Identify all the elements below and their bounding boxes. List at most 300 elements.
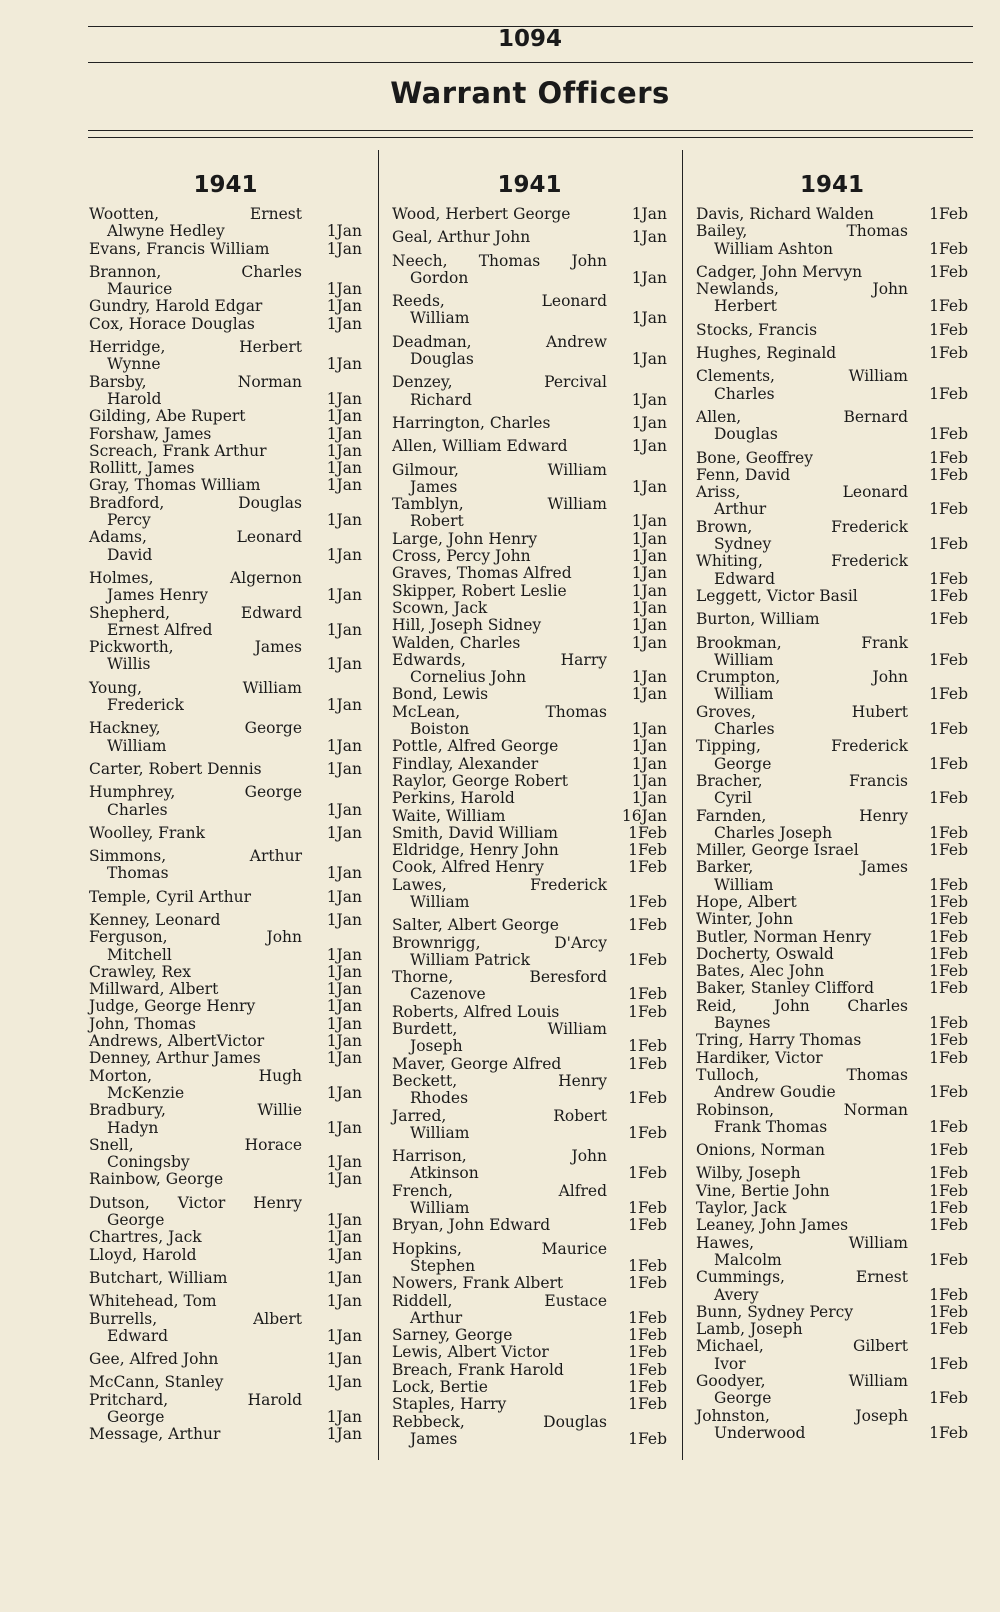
entry-name-continuation: George [714,1389,772,1408]
entry-name: Breach, Frank Harold [392,1360,564,1379]
entry-name: Lawes, Frederick [392,875,607,894]
entry-name-continuation: Willis [107,655,151,674]
entry-name-continuation: Richard [410,390,472,409]
entry-date: 1Feb [929,1117,968,1136]
entry-name: Farnden, Henry [696,806,908,825]
entry-name: Brownrigg, D'Arcy [392,933,607,952]
list-item [696,223,968,258]
entry-name-continuation: Stephen [410,1256,476,1275]
entry-name: Nowers, Frank Albert [392,1274,564,1293]
entry-date: 1Feb [929,535,968,554]
list-item [392,756,667,773]
entry-name-continuation: Gordon [410,268,469,287]
entry-date: 1Jan [631,685,667,704]
entry-date: 1Feb [628,1429,667,1448]
entry-date: 1Jan [631,564,667,583]
entry-name: Burton, William [696,610,820,629]
list-item [89,1033,362,1050]
entry-name: Pritchard, Harold [89,1390,302,1409]
entry-name: Denzey, Percival [392,373,607,392]
list-item [89,1068,362,1103]
entry-date: 1Feb [628,1123,667,1142]
entry-name: Gundry, Harold Edgar [89,297,263,316]
entry-name-continuation: Charles [714,720,775,739]
entry-name-continuation: Harold [107,389,162,408]
entry-date: 1Jan [631,547,667,566]
entry-name: Robinson, Norman [696,1100,908,1119]
entry-date: 1Jan [631,529,667,548]
list-item [696,450,968,467]
entry-name: Millward, Albert [89,980,219,999]
list-item [696,1304,968,1321]
entry-name: Baker, Stanley Clifford [696,979,875,998]
entry-date: 1Jan [326,1408,362,1426]
entry-name-continuation: Cyril [714,789,752,808]
entry-date: 1Jan [326,887,362,906]
list-item [89,339,362,374]
list-item [392,652,667,687]
entry-name: Brown, Frederick [696,517,908,536]
list-item [696,738,968,773]
list-item [392,935,667,970]
entry-name-continuation: James [410,1429,458,1448]
list-item [89,1247,362,1264]
entry-name-continuation: Alwyne Hedley [107,222,225,241]
list-item [392,790,667,807]
entry-name: Hope, Albert [696,892,797,911]
list-item [696,1269,968,1304]
entry-name: Tulloch, Thomas [696,1065,908,1084]
entry-name: Smith, David William [392,823,558,842]
entry-name: Bone, Geoffrey [696,448,813,467]
entry-name: Rollitt, James [89,459,195,478]
entry-date: 1Feb [929,944,968,963]
entry-name: Judge, George Henry [89,997,256,1016]
entry-date: 1Feb [628,841,667,860]
entry-date: 1Feb [628,1395,667,1414]
entry-name-continuation: Charles [714,384,775,403]
list-item [696,1408,968,1443]
entry-name: Davis, Richard Walden [696,205,874,223]
entry-date: 1Jan [326,696,362,715]
list-item [392,206,667,223]
list-item [89,784,362,819]
entry-name: Chartres, Jack [89,1228,202,1247]
entry-date: 1Jan [326,545,362,564]
entry-name: Butler, Norman Henry [696,927,872,946]
entry-name: Gilmour, William [392,460,607,479]
list-item [696,368,968,403]
entry-name: Clements, William [696,367,908,386]
entry-date: 1Jan [326,1118,362,1137]
entry-date: 1Feb [628,892,667,911]
list-item [89,316,362,333]
list-item [392,686,667,703]
entry-date: 1Jan [631,789,667,808]
list-item [89,264,362,299]
entry-name-continuation: Ivor [714,1354,746,1373]
entry-name: Onions, Norman [696,1141,825,1160]
entry-name: Maver, George Alfred [392,1054,562,1073]
list-item [89,1392,362,1427]
list-item [696,808,968,843]
entry-name-continuation: Edward [107,1326,169,1345]
entry-date: 1Jan [326,1014,362,1033]
list-item [392,617,667,634]
list-item [392,969,667,1004]
entry-name-continuation: Arthur [410,1308,463,1327]
entry-name: Leaney, John James [696,1216,849,1235]
title-rule-lower [88,137,973,138]
entry-name: Humphrey, George [89,783,302,802]
list-item [696,1217,968,1234]
entry-name: Michael, Gilbert [696,1337,908,1356]
list-item [392,1021,667,1056]
entry-date: 1Feb [929,892,968,911]
entry-name-continuation: William [714,650,774,669]
list-item [89,1137,362,1172]
entry-name: Bryan, John Edward [392,1216,551,1235]
entry-name-continuation: Frederick [107,696,184,715]
entry-name-continuation: McKenzie [107,1083,185,1102]
entry-name: Gee, Alfred John [89,1350,219,1369]
entry-date: 1Feb [929,465,968,484]
entry-name: Taylor, Jack [696,1199,787,1218]
entry-date: 1Jan [326,1049,362,1068]
list-item [696,963,968,980]
list-item [392,1396,667,1413]
entry-name: Pickworth, James [89,638,302,657]
list-item [696,1050,968,1067]
entry-date: 1Feb [929,1141,968,1160]
entry-date: 1Jan [326,389,362,408]
entry-name: Gray, Thomas William [89,476,261,495]
title-rule-upper [88,130,973,131]
entry-date: 1Jan [631,477,667,496]
entry-date: 1Jan [631,350,667,369]
entry-date: 1Feb [628,1326,667,1345]
entry-name-continuation: Malcolm [714,1250,782,1269]
list-item [392,548,667,565]
entry-name: Brannon, Charles [89,262,302,281]
entry-name: Deadman, Andrew [392,332,607,351]
entry-name: Lock, Bertie [392,1378,488,1396]
entry-date: 1Jan [326,962,362,981]
column-3 [696,168,968,1442]
entry-date: 1Jan [326,997,362,1016]
entry-name-continuation: Herbert [714,297,777,316]
list-item [392,1056,667,1073]
entry-date: 1Feb [628,916,667,935]
list-item [89,981,362,998]
list-item [89,374,362,409]
list-item [696,484,968,519]
list-item [392,565,667,582]
entry-name: Waite, William [392,806,506,825]
list-item [696,1321,968,1338]
entry-date: 1Jan [631,205,667,223]
entry-name-continuation: William [107,736,167,755]
page-title: Warrant Officers [390,76,670,110]
entry-date: 1Jan [326,1326,362,1345]
entry-date: 1Jan [631,228,667,247]
list-item [392,253,667,288]
entry-date: 1Feb [929,320,968,339]
list-item [696,1235,968,1270]
entry-date: 1Feb [929,297,968,316]
entry-name: Barker, James [696,858,908,877]
entry-name: Roberts, Alfred Louis [392,1002,560,1021]
entry-date: 1Feb [929,344,968,363]
column-1 [89,168,362,1444]
list-item [89,929,362,964]
list-item [392,415,667,432]
entry-name: Pottle, Alfred George [392,737,559,756]
entry-name: Holmes, Algernon [89,568,302,587]
list-item [392,808,667,825]
entry-date: 1Jan [631,598,667,617]
list-item [696,859,968,894]
entry-name: Carter, Robert Dennis [89,759,262,778]
list-item [696,842,968,859]
list-item [89,1351,362,1368]
entry-name-continuation: Maurice [107,280,173,299]
entry-name-continuation: James [410,477,458,496]
entry-name-continuation: Douglas [410,350,474,369]
entry-name-continuation: Atkinson [410,1164,479,1183]
entry-list [696,206,968,1442]
list-item [89,1229,362,1246]
entry-date: 1Jan [326,1245,362,1264]
entry-name: Groves, Hubert [696,702,908,721]
entry-name: Temple, Cyril Arthur [89,887,251,906]
entry-name: Wood, Herbert George [392,205,571,223]
list-item [392,600,667,617]
entry-date: 1Feb [929,1389,968,1408]
entry-date: 1Jan [326,314,362,333]
entry-name: Bradbury, Willie [89,1101,302,1120]
list-item [392,738,667,755]
list-item [392,496,667,531]
entry-date: 1Jan [326,511,362,530]
entry-name-continuation: Arthur [714,500,767,519]
entry-date: 1Jan [631,771,667,790]
entry-date: 1Jan [326,1228,362,1247]
entry-name: Winter, John [696,910,794,929]
list-item [89,1426,362,1443]
entry-date: 1Feb [628,1037,667,1056]
entry-name-continuation: Coningsby [107,1153,190,1172]
list-item [696,1183,968,1200]
entry-name: Lewis, Albert Victor [392,1343,549,1362]
list-item [89,408,362,425]
entry-date: 1Jan [326,1373,362,1392]
list-item [696,1142,968,1159]
entry-name: Forshaw, James [89,424,212,443]
entry-name: Cross, Percy John [392,547,531,566]
entry-name: Gilding, Abe Rupert [89,407,246,426]
entry-date: 1Jan [326,910,362,929]
entry-name: Docherty, Oswald [696,944,834,963]
entry-date: 1Jan [326,800,362,819]
entry-name: Sarney, George [392,1326,513,1345]
list-item [89,495,362,530]
entry-date: 1Feb [628,1216,667,1235]
entry-name: Cox, Horace Douglas [89,314,255,333]
entry-name: Hughes, Reginald [696,344,837,363]
entry-name: Screach, Frank Arthur [89,441,267,460]
entry-date: 1Feb [929,586,968,605]
entry-name: McCann, Stanley [89,1373,224,1392]
list-item [696,669,968,704]
entry-date: 1Jan [326,1350,362,1369]
list-item [696,773,968,808]
entry-name: Andrews, AlbertVictor [89,1032,265,1051]
entry-name: Allen, Bernard [696,407,908,426]
entry-name: Geal, Arthur John [392,228,531,247]
entry-name: Tring, Harry Thomas [696,1031,862,1050]
list-item [696,1067,968,1102]
entry-name: Crumpton, John [696,668,908,687]
entry-name-continuation: Underwood [714,1423,806,1442]
list-item [392,334,667,369]
entry-name: Scown, Jack [392,598,488,617]
entry-date: 1Feb [929,754,968,773]
entry-name: Cadger, John Mervyn [696,262,863,281]
entry-date: 1Feb [929,841,968,860]
entry-name: Edwards, Harry [392,650,607,669]
entry-name: Adams, Leonard [89,528,302,547]
entry-name-continuation: Rhodes [410,1089,469,1108]
list-item [392,635,667,652]
list-item [89,1050,362,1067]
entry-date: 1Feb [929,1083,968,1102]
column-divider [378,150,379,1460]
list-item [696,1165,968,1182]
list-item [89,1102,362,1137]
entry-date: 1Feb [929,448,968,467]
list-item [392,1108,667,1143]
entry-name-continuation: Thomas [107,864,169,883]
list-item [392,462,667,497]
list-item [392,1414,667,1449]
entry-date: 1Feb [628,1054,667,1073]
entry-name: Shepherd, Edward [89,603,302,622]
entry-name: Stocks, Francis [696,320,818,339]
entry-date: 1Feb [628,950,667,969]
list-item [696,980,968,997]
entry-name: Tipping, Frederick [696,737,908,756]
entry-date: 1Jan [326,586,362,605]
list-item [696,519,968,554]
entry-name: Harrington, Charles [392,413,551,432]
entry-name-continuation: Avery [714,1285,759,1304]
entry-date: 1Feb [628,1089,667,1108]
entry-date: 1Jan [326,945,362,964]
entry-date: 1Jan [326,620,362,639]
list-item [696,553,968,588]
entry-name: Bailey, Thomas [696,222,908,241]
entry-date: 1Jan [326,1083,362,1102]
entry-name-continuation: William [714,875,774,894]
column-divider [682,150,683,1460]
entry-date: 1Jan [326,1032,362,1051]
list-item [696,911,968,928]
entry-date: 1Feb [929,910,968,929]
entry-name: Hawes, William [696,1233,908,1252]
list-item [392,1275,667,1292]
list-item [89,1016,362,1033]
list-item [89,720,362,755]
entry-name-continuation: Charles [107,800,168,819]
list-item [392,825,667,842]
list-item [696,467,968,484]
list-item [89,460,362,477]
entry-name: Lamb, Joseph [696,1320,803,1339]
entry-date: 1Jan [326,823,362,842]
list-item [392,1217,667,1234]
page-number: 1094 [497,26,562,52]
entry-name-continuation: Douglas [714,425,778,444]
entry-date: 1Jan [326,1292,362,1311]
list-item [392,1293,667,1328]
list-item [392,531,667,548]
entry-date: 1Jan [326,355,362,374]
list-item [696,929,968,946]
entry-name: Findlay, Alexander [392,754,539,773]
entry-name: Simmons, Arthur [89,847,302,866]
entry-name: Neech, Thomas John [392,251,607,270]
list-item [89,912,362,929]
entry-date: 1Jan [326,424,362,443]
entry-name-continuation: Boiston [410,720,470,739]
entry-name: Harrison, John [392,1147,607,1166]
entry-name-continuation: Hadyn [107,1118,159,1137]
entry-name: Message, Arthur [89,1425,221,1444]
entry-name: Walden, Charles [392,633,521,652]
entry-name: Rainbow, George [89,1170,224,1189]
list-item [392,1148,667,1183]
entry-name: Bunn, Sydney Percy [696,1302,854,1321]
entry-name-continuation: Cornelius John [410,668,527,687]
entry-date: 1Jan [326,407,362,426]
entry-date: 1Feb [929,1199,968,1218]
entry-name-continuation: Ernest Alfred [107,620,213,639]
entry-name-continuation: William Patrick [410,950,530,969]
entry-date: 1Jan [631,437,667,456]
list-item [89,1293,362,1310]
entry-date: 1Jan [326,1425,362,1444]
list-item [696,998,968,1033]
entry-date: 1Feb [929,1181,968,1200]
entry-date: 1Feb [628,1164,667,1183]
entry-date: 1Jan [326,476,362,495]
entry-date: 1Feb [628,1378,667,1396]
entry-name: McLean, Thomas [392,702,607,721]
list-item [696,1338,968,1373]
entry-name: Hill, Joseph Sidney [392,616,542,635]
list-item [89,998,362,1015]
entry-date: 1Feb [628,1256,667,1275]
entry-name: John, Thomas [89,1014,196,1033]
entry-date: 1Jan [631,616,667,635]
entry-name-continuation: Cazenove [410,985,486,1004]
list-item [696,264,968,281]
entry-name: Perkins, Harold [392,789,515,808]
column-year: 1941 [799,172,864,198]
entry-name: Miller, George Israel [696,841,859,860]
entry-name: Vine, Bertie John [696,1181,830,1200]
